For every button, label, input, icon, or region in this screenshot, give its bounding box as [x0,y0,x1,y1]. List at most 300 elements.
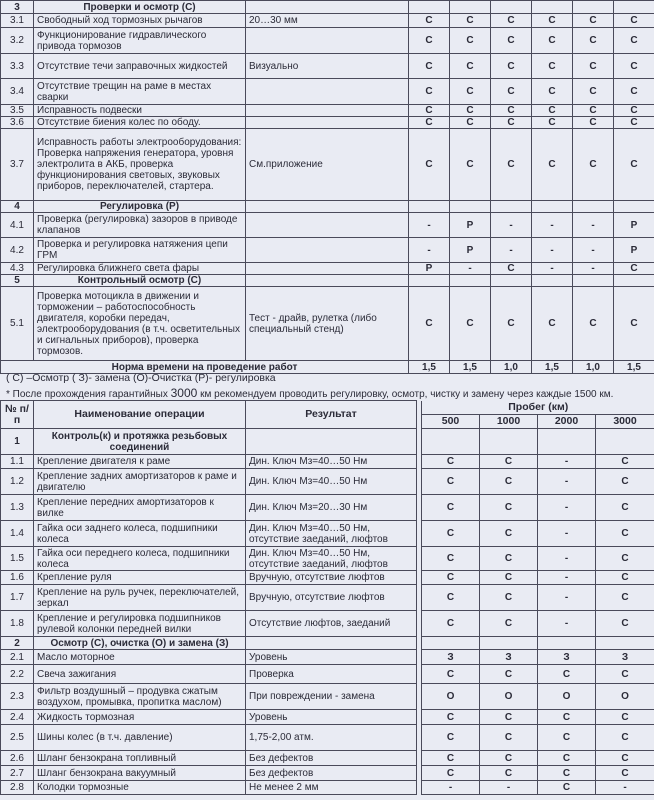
row-number: 1.5 [1,547,34,571]
result-cell: Уровень [246,650,417,665]
mark-cell: - [538,521,596,547]
mark-cell: - [573,213,614,238]
operation-name: Гайка оси заднего колеса, подшипники колеса [34,521,246,547]
mark-cell [480,637,538,650]
table-row [1,287,654,361]
norm-value: 1,0 [573,361,614,374]
operation-name: Свеча зажигания [34,665,246,684]
operation-name: Свободный ход тормозных рычагов [34,14,246,28]
mark-cell: С [573,117,614,129]
mark-cell: С [596,521,654,547]
col-header-operation: Наименование операции [34,401,246,429]
mark-cell: - [491,213,532,238]
row-number: 3.2 [1,28,34,54]
result-cell [246,28,409,54]
mark-cell: С [422,766,480,781]
mark-cell: - [480,781,538,795]
mark-cell: С [538,766,596,781]
row-number: 3.1 [1,14,34,28]
mileage-col-header: 1000 [480,415,538,429]
mark-cell: С [422,725,480,751]
operation-name: Гайка оси переднего колеса, подшипники колеса [34,547,246,571]
mark-cell: С [409,54,450,79]
result-cell [246,429,417,455]
mark-cell [409,201,450,213]
mark-cell: С [422,547,480,571]
mark-cell: С [614,14,654,28]
row-number: 1.7 [1,585,34,611]
mark-cell: С [480,521,538,547]
result-cell: Дин. Ключ Мз=40…50 Нм, отсутствие заеданий, люфтов [246,547,417,571]
row-number: 2.4 [1,710,34,725]
mark-cell: С [422,710,480,725]
mark-cell [538,637,596,650]
result-cell: Дин. Ключ Мз=40…50 Нм, отсутствие заеданий, люфтов [246,521,417,547]
mark-cell: З [538,650,596,665]
mark-cell: С [480,469,538,495]
mark-cell: С [480,571,538,585]
mark-cell: С [532,14,573,28]
operation-name: Контрольный осмотр (С) [34,275,246,287]
mark-cell: - [573,238,614,263]
mark-cell: С [596,725,654,751]
norm-label: Норма времени на проведение работ [1,361,409,374]
table-row [1,263,654,275]
mark-cell: С [614,54,654,79]
result-cell [246,213,409,238]
result-cell [246,275,409,287]
mark-cell: Р [450,238,491,263]
mark-cell: С [596,585,654,611]
operation-name: Колодки тормозные [34,781,246,795]
section-row [1,429,654,455]
result-cell [246,117,409,129]
result-cell: Без дефектов [246,766,417,781]
mark-cell: С [409,117,450,129]
operation-name: Исправность работы электрооборудования: Проверка напряжения генератора, уровня электролита в АКБ, проверка функционирования световых, звуковых приборов, переключателей, стартера. [34,129,246,201]
mark-cell: С [573,79,614,105]
mark-cell: С [532,54,573,79]
mark-cell [480,429,538,455]
mark-cell: С [596,571,654,585]
mark-cell [422,637,480,650]
operation-name: Отсутствие трещин на раме в местах сварки [34,79,246,105]
mark-cell: С [573,28,614,54]
mark-cell: С [450,117,491,129]
mark-cell: - [532,263,573,275]
mark-cell: С [532,105,573,117]
mark-cell [614,1,654,14]
operation-name: Крепление руля [34,571,246,585]
mark-cell: С [450,14,491,28]
row-number: 1 [1,429,34,455]
mark-cell: С [409,14,450,28]
mark-cell: С [450,129,491,201]
mark-cell: С [480,710,538,725]
row-number: 2.5 [1,725,34,751]
mark-cell: Р [614,213,654,238]
mark-cell: С [491,287,532,361]
mark-cell: С [480,495,538,521]
row-number: 4.1 [1,213,34,238]
footnote: * После прохождения гарантийных 3000 км рекомендуем проводить регулировку, осмотр, чистку и замену через каждые 1500 км. [6,386,614,400]
mark-cell: - [409,238,450,263]
row-number: 2.3 [1,684,34,710]
result-cell: Уровень [246,710,417,725]
legend-note: ( С) –Осмотр ( З)- замена (О)-Очистка (Р)- регулировка [6,372,276,384]
table-row [1,495,654,521]
mark-cell [409,275,450,287]
mark-cell: С [409,79,450,105]
mark-cell: - [538,611,596,637]
result-cell: 20…30 мм [246,14,409,28]
mark-cell [614,201,654,213]
operation-name: Крепление передних амортизаторов к вилке [34,495,246,521]
mark-cell: С [573,129,614,201]
row-number: 3.4 [1,79,34,105]
mark-cell: - [596,781,654,795]
operation-name: Крепление задних амортизаторов к раме и двигателю [34,469,246,495]
mark-cell: О [538,684,596,710]
row-number: 3.7 [1,129,34,201]
mark-cell [532,275,573,287]
operation-name: Функционирование гидравлического привода тормозов [34,28,246,54]
mark-cell [491,275,532,287]
mark-cell: О [596,684,654,710]
row-number: 4.3 [1,263,34,275]
result-cell: Дин. Ключ Мз=40…50 Нм [246,469,417,495]
table-row [1,665,654,684]
operation-name: Контроль(к) и протяжка резьбовых соединений [34,429,246,455]
table-row [1,455,654,469]
mark-cell: С [409,129,450,201]
mark-cell [596,637,654,650]
mark-cell: С [573,287,614,361]
mark-cell [596,429,654,455]
table-row [1,129,654,201]
mark-cell: С [596,665,654,684]
mark-cell: С [491,54,532,79]
mark-cell: С [480,766,538,781]
table-row [1,684,654,710]
mark-cell: С [614,79,654,105]
mark-cell: - [538,571,596,585]
mark-cell: - [538,455,596,469]
mark-cell: - [491,238,532,263]
mark-cell: С [491,129,532,201]
result-cell: Без дефектов [246,751,417,766]
table-row [1,105,654,117]
row-number: 3.6 [1,117,34,129]
result-cell: Визуально [246,54,409,79]
operation-name: Проверка мотоцикла в движении и торможении – работоспособность двигателя, коробки передач, электрооборудования (в т.ч. осветительных и сигнальных приборов), проверка тормозов. [34,287,246,361]
mark-cell: С [614,117,654,129]
operation-name: Крепление и регулировка подшипников рулевой колонки передней вилки [34,611,246,637]
mark-cell: С [614,287,654,361]
operation-name: Исправность подвески [34,105,246,117]
mark-cell [409,1,450,14]
row-number: 1.8 [1,611,34,637]
mark-cell: С [532,129,573,201]
mark-cell: Р [614,238,654,263]
mark-cell: С [422,665,480,684]
mark-cell: С [491,263,532,275]
mark-cell: С [491,79,532,105]
mark-cell: - [422,781,480,795]
table-row [1,725,654,751]
col-header-num: № п/п [1,401,34,429]
mark-cell: - [538,469,596,495]
result-cell [246,238,409,263]
result-cell [246,201,409,213]
mark-cell: С [538,781,596,795]
mark-cell: С [538,710,596,725]
table-row [1,28,654,54]
operation-name: Проверка (регулировка) зазоров в приводе клапанов [34,213,246,238]
row-number: 4 [1,201,34,213]
table-row [1,650,654,665]
mark-cell: С [422,611,480,637]
mark-cell: С [491,14,532,28]
result-cell: 1,75-2,00 атм. [246,725,417,751]
operation-name: Отсутствие течи заправочных жидкостей [34,54,246,79]
section-row [1,1,654,14]
table-row [1,238,654,263]
row-number: 2.8 [1,781,34,795]
result-cell: При повреждении - замена [246,684,417,710]
mark-cell: - [532,213,573,238]
mark-cell: С [596,455,654,469]
mark-cell: С [450,28,491,54]
mark-cell: О [480,684,538,710]
mark-cell: - [450,263,491,275]
table-row [1,751,654,766]
mark-cell: С [532,28,573,54]
mark-cell [422,429,480,455]
mark-cell: С [422,585,480,611]
operation-name: Проверки и осмотр (С) [34,1,246,14]
operation-name: Регулировка (Р) [34,201,246,213]
mark-cell: О [422,684,480,710]
mark-cell: С [573,14,614,28]
result-cell: Тест - драйв, рулетка (либо специальный стенд) [246,287,409,361]
section-row [1,201,654,213]
result-cell: См.приложение [246,129,409,201]
mark-cell: С [422,751,480,766]
mark-cell [450,275,491,287]
result-cell [246,1,409,14]
norm-value: 1,5 [532,361,573,374]
maintenance-table-top [0,0,654,374]
operation-name: Шланг бензокрана топливный [34,751,246,766]
mark-cell: С [422,469,480,495]
table-row [1,521,654,547]
mark-cell [573,1,614,14]
row-number: 2.6 [1,751,34,766]
maintenance-table-bottom [0,400,654,795]
operation-name: Осмотр (С), очистка (О) и замена (З) [34,637,246,650]
mark-cell [573,201,614,213]
table-row [1,469,654,495]
result-cell [246,79,409,105]
row-number: 3.3 [1,54,34,79]
mark-cell: - [538,547,596,571]
mark-cell: З [596,650,654,665]
mark-cell: С [614,105,654,117]
mark-cell [573,275,614,287]
row-number: 1.3 [1,495,34,521]
mark-cell [491,201,532,213]
result-cell: Отсутствие люфтов, заеданий [246,611,417,637]
col-header-mileage: Пробег (км) [422,401,654,415]
table-row [1,571,654,585]
mark-cell: С [409,287,450,361]
row-number: 5.1 [1,287,34,361]
table-row [1,585,654,611]
mark-cell: С [450,287,491,361]
result-cell: Не менее 2 мм [246,781,417,795]
result-cell: Проверка [246,665,417,684]
mark-cell: С [596,751,654,766]
norm-value: 1,5 [409,361,450,374]
result-cell: Дин. Ключ Мз=20…30 Нм [246,495,417,521]
mark-cell: С [491,105,532,117]
row-number: 1.4 [1,521,34,547]
table-row [1,611,654,637]
mark-cell [532,1,573,14]
mark-cell: С [422,571,480,585]
operation-name: Шланг бензокрана вакуумный [34,766,246,781]
mark-cell [450,1,491,14]
operation-name: Проверка и регулировка натяжения цепи ГРМ [34,238,246,263]
mark-cell: С [532,79,573,105]
mark-cell: С [480,547,538,571]
mark-cell: С [596,611,654,637]
norm-value: 1,0 [491,361,532,374]
row-number: 3 [1,1,34,14]
result-cell [246,263,409,275]
table-row [1,710,654,725]
table-row [1,117,654,129]
row-number: 1.1 [1,455,34,469]
mark-cell: С [538,725,596,751]
mileage-col-header: 2000 [538,415,596,429]
row-number: 2 [1,637,34,650]
mark-cell: С [573,54,614,79]
mark-cell: С [422,521,480,547]
operation-name: Крепление на руль ручек, переключателей, зеркал [34,585,246,611]
mark-cell: С [596,547,654,571]
row-number: 1.6 [1,571,34,585]
mark-cell: З [422,650,480,665]
row-number: 3.5 [1,105,34,117]
row-number: 1.2 [1,469,34,495]
mark-cell: С [491,117,532,129]
section-row [1,637,654,650]
mark-cell: С [532,117,573,129]
norm-value: 1,5 [614,361,654,374]
row-number: 2.2 [1,665,34,684]
mark-cell: - [573,263,614,275]
operation-name: Отсутствие биения колес по ободу. [34,117,246,129]
mark-cell: С [450,79,491,105]
result-cell: Дин. Ключ Мз=40…50 Нм [246,455,417,469]
operation-name: Фильтр воздушный – продувка сжатым воздухом, промывка, пропитка маслом) [34,684,246,710]
mark-cell: С [538,665,596,684]
mark-cell: - [409,213,450,238]
mark-cell [491,1,532,14]
mark-cell: - [532,238,573,263]
result-cell [246,105,409,117]
mark-cell: С [573,105,614,117]
mark-cell: С [614,28,654,54]
table-row [1,781,654,795]
mark-cell [450,201,491,213]
result-cell: Вручную, отсутствие люфтов [246,571,417,585]
mark-cell: С [596,766,654,781]
col-header-result: Результат [246,401,417,429]
mark-cell: С [480,455,538,469]
mark-cell: Р [450,213,491,238]
mark-cell: З [480,650,538,665]
mark-cell: С [538,751,596,766]
mark-cell: С [480,611,538,637]
row-number: 2.1 [1,650,34,665]
table-row [1,213,654,238]
mark-cell: С [480,725,538,751]
table-row [1,54,654,79]
mark-cell: С [532,287,573,361]
row-number: 4.2 [1,238,34,263]
mark-cell: С [409,105,450,117]
mark-cell: С [480,585,538,611]
mark-cell: С [422,495,480,521]
mark-cell: С [491,28,532,54]
mark-cell [614,275,654,287]
mark-cell [532,201,573,213]
norm-value: 1,5 [450,361,491,374]
mark-cell [538,429,596,455]
table-row [1,79,654,105]
operation-name: Крепление двигателя к раме [34,455,246,469]
operation-name: Шины колес (в т.ч. давление) [34,725,246,751]
table-row [1,766,654,781]
mileage-col-header: 500 [422,415,480,429]
operation-name: Масло моторное [34,650,246,665]
mark-cell: С [480,751,538,766]
mark-cell: С [596,469,654,495]
row-number: 5 [1,275,34,287]
mark-cell: С [422,455,480,469]
row-number: 2.7 [1,766,34,781]
mark-cell: С [450,105,491,117]
mark-cell: - [538,495,596,521]
operation-name: Регулировка ближнего света фары [34,263,246,275]
mileage-col-header: 3000 [596,415,654,429]
result-cell: Вручную, отсутствие люфтов [246,585,417,611]
mark-cell: Р [409,263,450,275]
mark-cell: С [480,665,538,684]
result-cell [246,637,417,650]
table-row [1,14,654,28]
mark-cell: С [409,28,450,54]
mark-cell: С [614,129,654,201]
section-row [1,275,654,287]
mark-cell: С [450,54,491,79]
mark-cell: С [596,710,654,725]
mark-cell: - [538,585,596,611]
table-row [1,547,654,571]
